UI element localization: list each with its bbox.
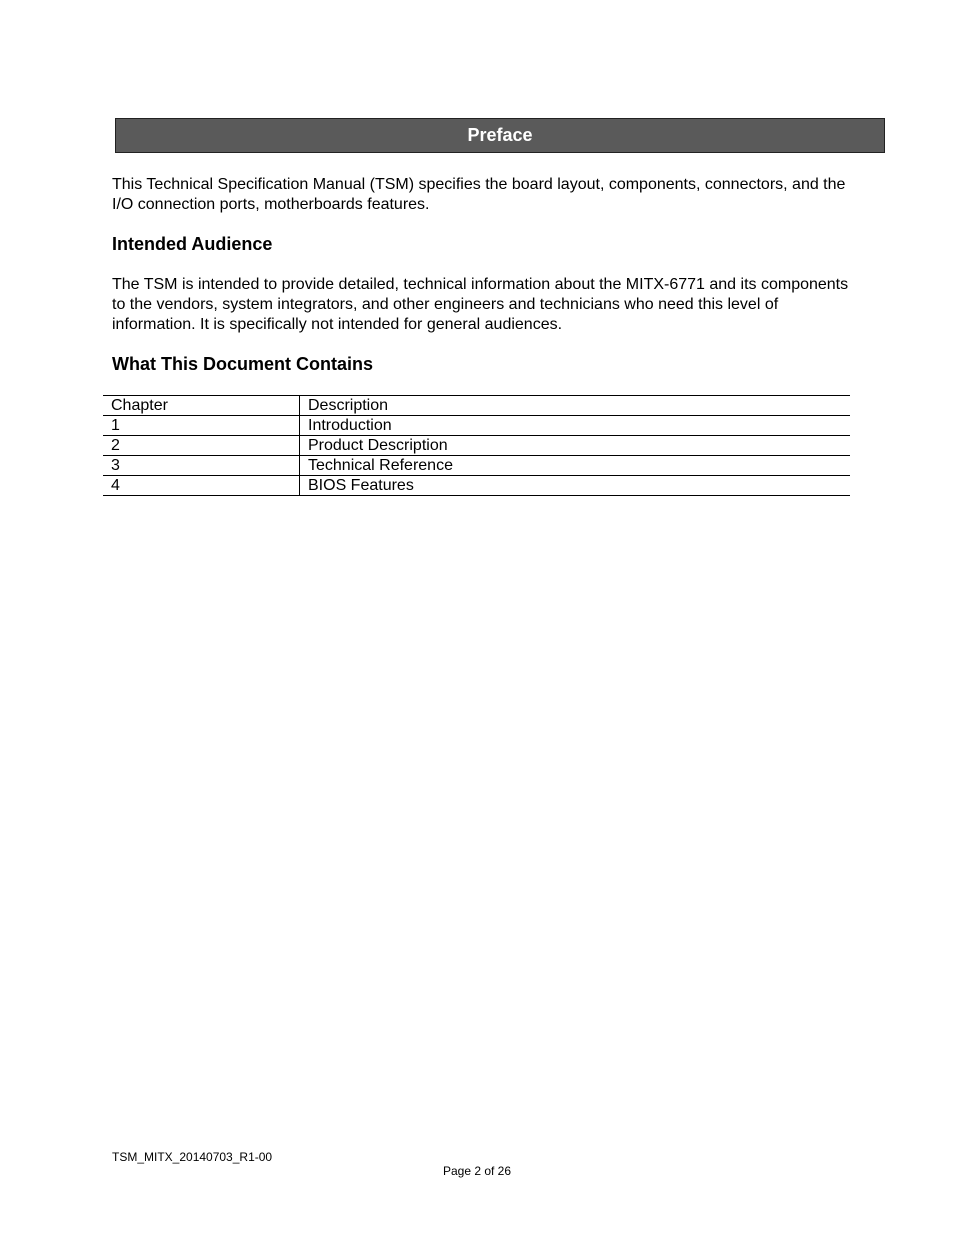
intro-paragraph: This Technical Specification Manual (TSM) specifies the board layout, components, connectors, and the I/O connection ports, motherboards features.	[112, 176, 846, 213]
chapter-description: Product Description	[300, 436, 851, 456]
column-header-description: Description	[300, 396, 851, 416]
chapter-number: 2	[103, 436, 300, 456]
table-row	[103, 476, 850, 496]
chapter-number: 3	[103, 456, 300, 476]
contents-heading: What This Document Contains	[112, 354, 373, 374]
column-header-chapter: Chapter	[103, 396, 300, 416]
table-row	[103, 456, 850, 476]
audience-paragraph: The TSM is intended to provide detailed, technical information about the MITX-6771 and its components to the vendors, system integrators, and other engineers and technicians who need this level of information. It is specifically not intended for general audiences.	[112, 276, 849, 333]
footer-doc-id: TSM_MITX_20140703_R1-00	[112, 1150, 273, 1164]
footer-page-number: Page 2 of 26	[442, 1164, 512, 1178]
chapter-description: Introduction	[300, 416, 851, 436]
table-header-row	[103, 396, 850, 416]
table-row	[103, 436, 850, 456]
intended-audience-heading: Intended Audience	[112, 234, 273, 254]
chapter-description: Technical Reference	[300, 456, 851, 476]
chapter-number: 1	[103, 416, 300, 436]
chapter-number: 4	[103, 476, 300, 496]
preface-banner	[115, 118, 885, 153]
contents-table	[103, 395, 850, 496]
table-row	[103, 416, 850, 436]
preface-title: Preface	[467, 125, 533, 145]
chapter-description: BIOS Features	[300, 476, 851, 496]
